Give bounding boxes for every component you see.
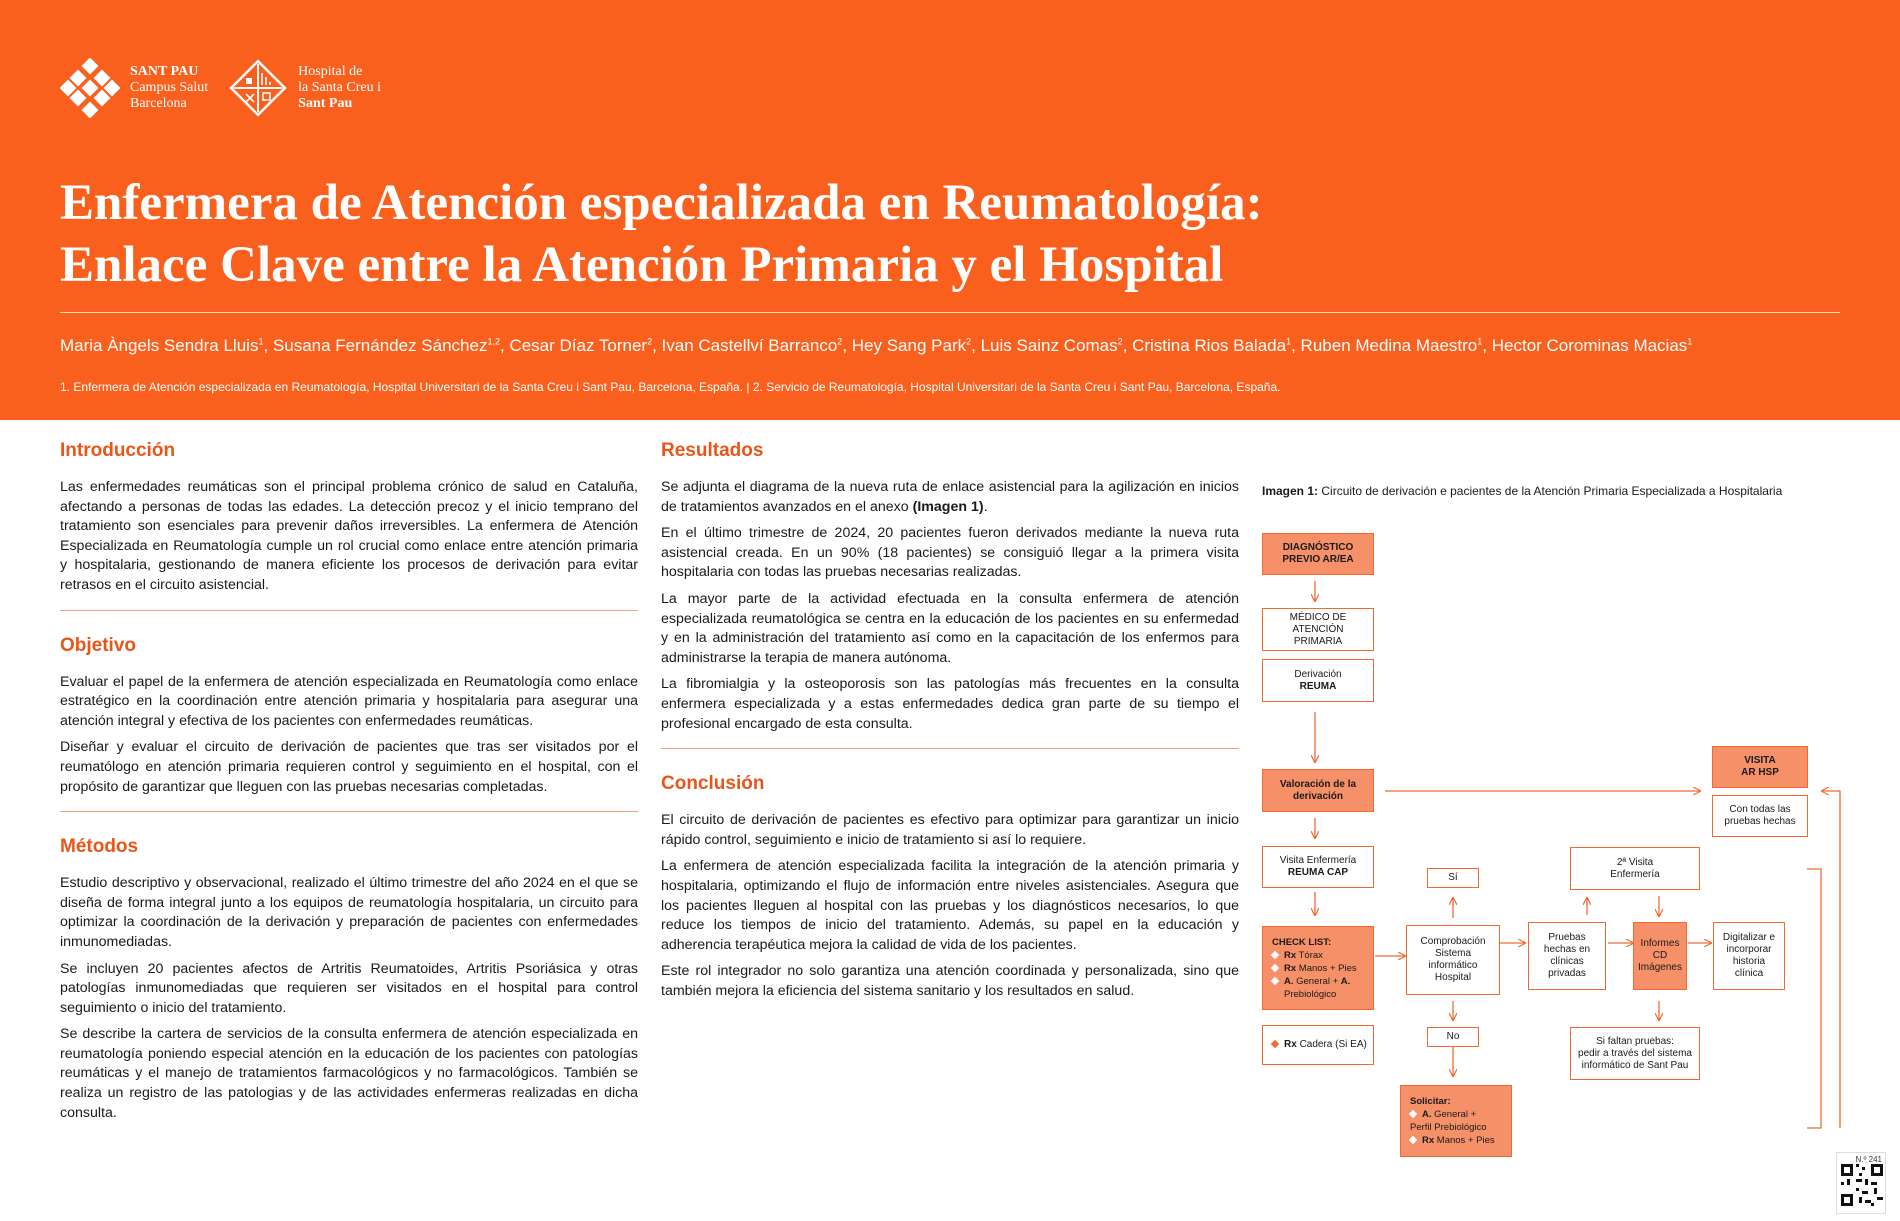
section-divider bbox=[60, 610, 638, 611]
conclusion-paragraph-3: Este rol integrador no solo garantiza una atención coordinada y personalizada, sino que también mejora la eficiencia del sistema sanitario y los resultados en salud. bbox=[661, 963, 1239, 999]
checklist-item-2-text: Manos + Pies bbox=[1296, 962, 1357, 974]
checklist-item-3-text: General + bbox=[1293, 975, 1341, 987]
solicitar-item-1-text: General + bbox=[1431, 1109, 1477, 1120]
segunda-visita-line1: 2ª Visita bbox=[1616, 856, 1654, 868]
digitalizar-box bbox=[1713, 922, 1785, 990]
visita-cap-line2: REUMA CAP bbox=[1287, 867, 1349, 878]
author bbox=[273, 336, 500, 355]
visita-cap-box bbox=[1262, 846, 1374, 888]
medico-line3: PRIMARIA bbox=[1293, 635, 1343, 647]
pruebas-line2: hechas en bbox=[1543, 944, 1591, 955]
checklist-title: CHECK LIST: bbox=[1272, 936, 1332, 948]
qr-code-icon bbox=[1841, 1164, 1883, 1206]
diagnostico-line1: DIAGNÓSTICO bbox=[1282, 542, 1354, 553]
poster-number: N.º 241 bbox=[1855, 1155, 1882, 1164]
segunda-visita-box bbox=[1570, 847, 1700, 890]
bullet-icon bbox=[1271, 950, 1279, 958]
pruebas-line1: Pruebas bbox=[1548, 932, 1586, 943]
diamond-cluster-icon bbox=[60, 58, 120, 118]
checklist-item-2-bold: Rx bbox=[1284, 962, 1297, 974]
bullet-icon bbox=[1271, 963, 1279, 971]
resultados-paragraph-1: Se adjunta el diagrama de la nueva ruta de enlace asistencial para la agilización en inicios de tratamientos avanzados en el anexo (Imagen 1). bbox=[661, 479, 1239, 515]
valoracion-line1: Valoración de la bbox=[1279, 778, 1357, 790]
visita-hsp-box bbox=[1712, 746, 1808, 788]
hospital-logo-line3: Sant Pau bbox=[298, 96, 353, 111]
con-todas-line2: pruebas hechas bbox=[1724, 816, 1796, 827]
hospital-logo-line2: la Santa Creu i bbox=[298, 80, 381, 95]
checklist-item-3-line2: Prebiológico bbox=[1284, 988, 1337, 1000]
resultados-paragraph-4: La fibromialgia y la osteoporosis son las patologías más frecuentes en la consulta enfermera especializada y a estas enfermedades dedica gran parte de su tiempo el profesional encargado de esta consulta. bbox=[661, 676, 1239, 732]
si-box bbox=[1427, 868, 1479, 888]
rx-cadera-item bbox=[1272, 1039, 1367, 1051]
checklist-item-1-bold: Rx bbox=[1284, 949, 1297, 961]
rx-cadera-box bbox=[1262, 1025, 1374, 1065]
objetivo-heading: Objetivo bbox=[60, 634, 137, 656]
author bbox=[509, 336, 652, 355]
author-affiliation-sup: 2 bbox=[1117, 336, 1123, 347]
checklist-item-3-bold2: A. bbox=[1340, 975, 1351, 987]
author-affiliation-sup: 2 bbox=[966, 336, 972, 347]
comprobacion-line2: Sistema bbox=[1434, 948, 1472, 959]
digitalizar-line2: incorporar bbox=[1726, 944, 1772, 955]
no-label: No bbox=[1446, 1031, 1460, 1042]
flow-diagram bbox=[1255, 440, 1855, 1200]
digitalizar-line3: historia bbox=[1732, 956, 1766, 967]
author-name: Hey Sang Park bbox=[851, 336, 967, 355]
medico-line2: ATENCIÓN bbox=[1292, 623, 1344, 635]
derivacion-line2: REUMA bbox=[1299, 680, 1337, 692]
solicitar-item-1-line2: Perfil Prebiológico bbox=[1410, 1122, 1487, 1133]
bullet-icon bbox=[1409, 1136, 1417, 1144]
title-line-2: Enlace Clave entre la Atención Primaria y el Hospital bbox=[60, 237, 1224, 293]
middle-column bbox=[661, 440, 1239, 1008]
checklist-item-3-bold: A. bbox=[1284, 975, 1294, 987]
campus-logo-line1: SANT PAU bbox=[130, 64, 199, 79]
visita-cap-line1: Visita Enfermería bbox=[1279, 855, 1357, 866]
informes-line3: Imágenes bbox=[1638, 962, 1682, 973]
author-name: Ivan Castellví Barranco bbox=[661, 336, 838, 355]
objetivo-paragraph-2: Diseñar y evaluar el circuito de derivación de pacientes que tras ser visitados por el reumatólogo en atención primaria requieren control y seguimiento en el hospital, con el propósito de garantizar que lleguen con las pruebas necesarias completadas. bbox=[60, 739, 638, 795]
hospital-logo-line1: Hospital de bbox=[298, 64, 363, 79]
left-column bbox=[60, 440, 638, 1130]
caption-label: Imagen 1: bbox=[1262, 484, 1319, 498]
author-affiliation-sup: 1 bbox=[1687, 336, 1693, 347]
author bbox=[1492, 336, 1693, 355]
segunda-visita-line2: Enfermería bbox=[1610, 868, 1660, 880]
resultados-paragraph-2: En el último trimestre de 2024, 20 pacientes fueron derivados mediante la nueva ruta asistencial creada. En un 90% (18 pacientes) se consiguió llegar a la primera visita hospitalaria con todas las pruebas necesarias realizadas. bbox=[661, 525, 1239, 581]
author bbox=[662, 336, 843, 355]
resultados-heading: Resultados bbox=[661, 440, 764, 461]
author-name: Cristina Rios Balada bbox=[1132, 336, 1287, 355]
author-name: Luis Sainz Comas bbox=[980, 336, 1118, 355]
digitalizar-line1: Digitalizar e bbox=[1722, 932, 1776, 943]
author-affiliation-sup: 1 bbox=[1477, 336, 1483, 347]
metodos-paragraph-2: Se incluyen 20 pacientes afectos de Artritis Reumatoides, Artritis Psoriásica y otras patologías inmunomediadas que requieren ser visitados en el hospital para control seguimiento o inicio del tratamiento. bbox=[60, 960, 638, 1016]
solicitar-item-2-bold: Rx bbox=[1422, 1135, 1435, 1146]
bullet-icon bbox=[1271, 1040, 1279, 1048]
rx-cadera-text: Cadera (Si EA) bbox=[1296, 1039, 1367, 1050]
medico-box bbox=[1262, 608, 1374, 651]
logos bbox=[60, 58, 381, 118]
intro-paragraph: Las enfermedades reumáticas son el principal problema crónico de salud en Cataluña, afectando a personas de todas las edades. La detección precoz y el inicio temprano del tratamiento son esenciales para prevenir daños irreversibles. La enfermera de Atención Especializada en Reumatología cumple un rol crucial como enlace entre atención primaria y hospitalaria, gestionando de manera eficiente los procesos de derivación para evitar retrasos en el circuito asistencial. bbox=[60, 479, 638, 593]
metodos-paragraph-1: Estudio descriptivo y observacional, realizado el último trimestre del año 2024 en el que se diseña de forma integral junto a los equipos de reumatología hospitalaria, un circuito para optimizar la coordinación de la derivación y preparación de pacientes con enfermedades inmunomediadas. bbox=[60, 875, 638, 950]
visita-hsp-line2: AR HSP bbox=[1741, 767, 1779, 778]
solicitar-title: Solicitar: bbox=[1410, 1096, 1451, 1107]
author-affiliation-sup: 2 bbox=[647, 336, 653, 347]
solicitar-item-2-text: Manos + Pies bbox=[1434, 1135, 1495, 1146]
author-name: Hector Corominas Macias bbox=[1491, 336, 1688, 355]
bullet-icon bbox=[1271, 976, 1279, 984]
authors-line: Maria Àngels Sendra Lluis$^1$, Susana Fernández Sánchez$^{1,2}$, Cesar Díaz Torner$^2$, Ivan Castellví Barranco$^2$, Hey Sang Park$^2$, Luis Sainz Comas$^2$, Cristina Rios Balada$^1$, Ruben Medina Maestro$^1$, Hector Corominas Macias$^1$ bbox=[60, 336, 1693, 355]
solicitar-item-1 bbox=[1410, 1108, 1476, 1121]
bullet-icon bbox=[1409, 1110, 1417, 1118]
solicitar-item-1-bold: A. bbox=[1422, 1109, 1432, 1120]
si-label: Sí bbox=[1448, 872, 1458, 883]
objetivo-paragraph-1: Evaluar el papel de la enfermera de atención especializada en Reumatología como enlace estratégico en la coordinación entre atención primaria y hospitalaria para asegurar una atención integral y efectiva de los pacientes con enfermedades reumáticas. bbox=[60, 673, 638, 729]
hospital-logo bbox=[228, 58, 381, 118]
solicitar-item-2 bbox=[1410, 1134, 1495, 1147]
campus-logo-line2: Campus Salut bbox=[130, 80, 209, 95]
campus-logo-text bbox=[130, 64, 208, 112]
checklist-box bbox=[1262, 926, 1374, 1010]
checklist-item-1-text: Tórax bbox=[1296, 949, 1323, 961]
resultados-paragraph-3: La mayor parte de la actividad efectuada en la consulta enfermera de atención especializada reumatológica se centra en la educación de los pacientes en su enfermedad y en la administración del tratamiento así como en la capacitación de los enfermos para administrarse la terapia de manera autónoma. bbox=[661, 590, 1239, 666]
conclusion-heading: Conclusión bbox=[661, 773, 765, 795]
no-box bbox=[1427, 1027, 1479, 1047]
pruebas-box bbox=[1528, 922, 1606, 990]
rx-cadera-bold: Rx bbox=[1284, 1039, 1297, 1050]
con-todas-line1: Con todas las bbox=[1729, 804, 1791, 815]
conclusion-paragraph-1: El circuito de derivación de pacientes es efectivo para optimizar para garantizar un inicio rápido control, seguimiento e inicio de tratamiento si así lo requiere. bbox=[661, 812, 1239, 848]
author-name: Cesar Díaz Torner bbox=[509, 336, 648, 355]
comprobacion-line3: informático bbox=[1428, 960, 1478, 971]
hospital-shield-icon bbox=[228, 58, 288, 118]
si-faltan-line1: Si faltan pruebas: bbox=[1596, 1035, 1674, 1047]
author bbox=[60, 336, 263, 355]
metodos-heading: Métodos bbox=[60, 836, 139, 858]
valoracion-box bbox=[1262, 769, 1374, 812]
author-affiliation-sup: 1 bbox=[258, 336, 264, 347]
si-faltan-line3: informático de Sant Pau bbox=[1581, 1059, 1689, 1071]
checklist-item-2 bbox=[1272, 962, 1357, 975]
affiliations: 1. Enfermera de Atención especializada en Reumatología, Hospital Universitari de la Santa Creu i Sant Pau, Barcelona, España. | 2. Servicio de Reumatología, Hospital Universitari de la Santa Creu i Sant Pau, Barcelona, España. bbox=[60, 380, 1281, 394]
hospital-logo-text bbox=[298, 64, 381, 112]
comprobacion-line1: Comprobación bbox=[1420, 936, 1486, 947]
imagen-reference: (Imagen 1) bbox=[912, 498, 984, 515]
sant-pau-campus-logo bbox=[60, 58, 208, 118]
solicitar-box bbox=[1400, 1085, 1512, 1157]
author bbox=[1132, 336, 1291, 355]
resultados-p1-text: Se adjunta el diagrama de la nueva ruta de enlace asistencial para la agilización en inicios de tratamientos avanzados en el anexo bbox=[661, 479, 1239, 515]
caption-text: Circuito de derivación e pacientes de la Atención Primaria Especializada a Hospitalaria bbox=[1321, 484, 1783, 498]
comprobacion-box bbox=[1406, 925, 1500, 995]
author-affiliation-sup: 1,2 bbox=[487, 336, 500, 347]
si-faltan-line2: pedir a través del sistema bbox=[1578, 1047, 1692, 1059]
digitalizar-line4: clínica bbox=[1734, 968, 1764, 979]
author bbox=[1301, 336, 1483, 355]
pruebas-line4: privadas bbox=[1548, 968, 1586, 979]
conclusion-paragraph-2: La enfermera de atención especializada facilita la integración de la atención primaria y hospitalaria, optimizando el flujo de información entre niveles asistenciales. Asegura que los pacientes lleguen al hospital con las pruebas y los diagnósticos necesarios, lo que reduce los tiempos de inicio del tratamiento. Además, su papel en la educación y adherencia terapéutica mejora la calidad de vida de los pacientes. bbox=[661, 858, 1239, 953]
visita-hsp-line1: VISITA bbox=[1744, 755, 1776, 766]
author-affiliation-sup: 2 bbox=[837, 336, 843, 347]
author-name: Susana Fernández Sánchez bbox=[272, 336, 488, 355]
diagnostico-box bbox=[1262, 533, 1374, 575]
section-divider bbox=[661, 748, 1239, 749]
pruebas-line3: clínicas bbox=[1550, 956, 1584, 967]
checklist-item-1 bbox=[1272, 949, 1323, 962]
metodos-paragraph-3: Se describe la cartera de servicios de la consulta enfermera de atención especializada en reumatología poniendo especial atención en la educación de los pacientes con patologías reumáticas y el manejo de tratamientos farmacológicos y no farmacológicos. También se realiza un registro de las patologias y de las actividades enfermeras realizadas en dicha consulta. bbox=[60, 1026, 638, 1121]
valoracion-line2: derivación bbox=[1292, 790, 1344, 802]
derivacion-box bbox=[1262, 659, 1374, 702]
poster-header bbox=[0, 0, 1900, 420]
con-todas-box bbox=[1712, 795, 1808, 837]
section-divider bbox=[60, 811, 638, 812]
poster-title bbox=[60, 172, 1840, 296]
poster-number-badge bbox=[1836, 1152, 1886, 1214]
diagnostico-line2: PREVIO AR/EA bbox=[1282, 554, 1354, 565]
medico-line1: MÉDICO DE bbox=[1289, 611, 1347, 623]
campus-logo-line3: Barcelona bbox=[130, 96, 187, 111]
author bbox=[981, 336, 1123, 355]
title-line-1: Enfermera de Atención especializada en Reumatología: bbox=[60, 175, 1263, 231]
informes-line1: Informes bbox=[1640, 938, 1680, 949]
informes-box bbox=[1633, 922, 1687, 990]
informes-line2: CD bbox=[1652, 950, 1668, 961]
derivacion-line1: Derivación bbox=[1294, 668, 1342, 680]
author-affiliation-sup: 1 bbox=[1286, 336, 1292, 347]
header-divider bbox=[60, 312, 1840, 313]
author bbox=[852, 336, 971, 355]
author-name: Ruben Medina Maestro bbox=[1300, 336, 1478, 355]
si-faltan-box bbox=[1570, 1027, 1700, 1080]
comprobacion-line4: Hospital bbox=[1434, 972, 1472, 983]
author-name: Maria Àngels Sendra Lluis bbox=[60, 336, 259, 355]
intro-heading: Introducción bbox=[60, 440, 176, 461]
checklist-item-3 bbox=[1272, 975, 1350, 988]
